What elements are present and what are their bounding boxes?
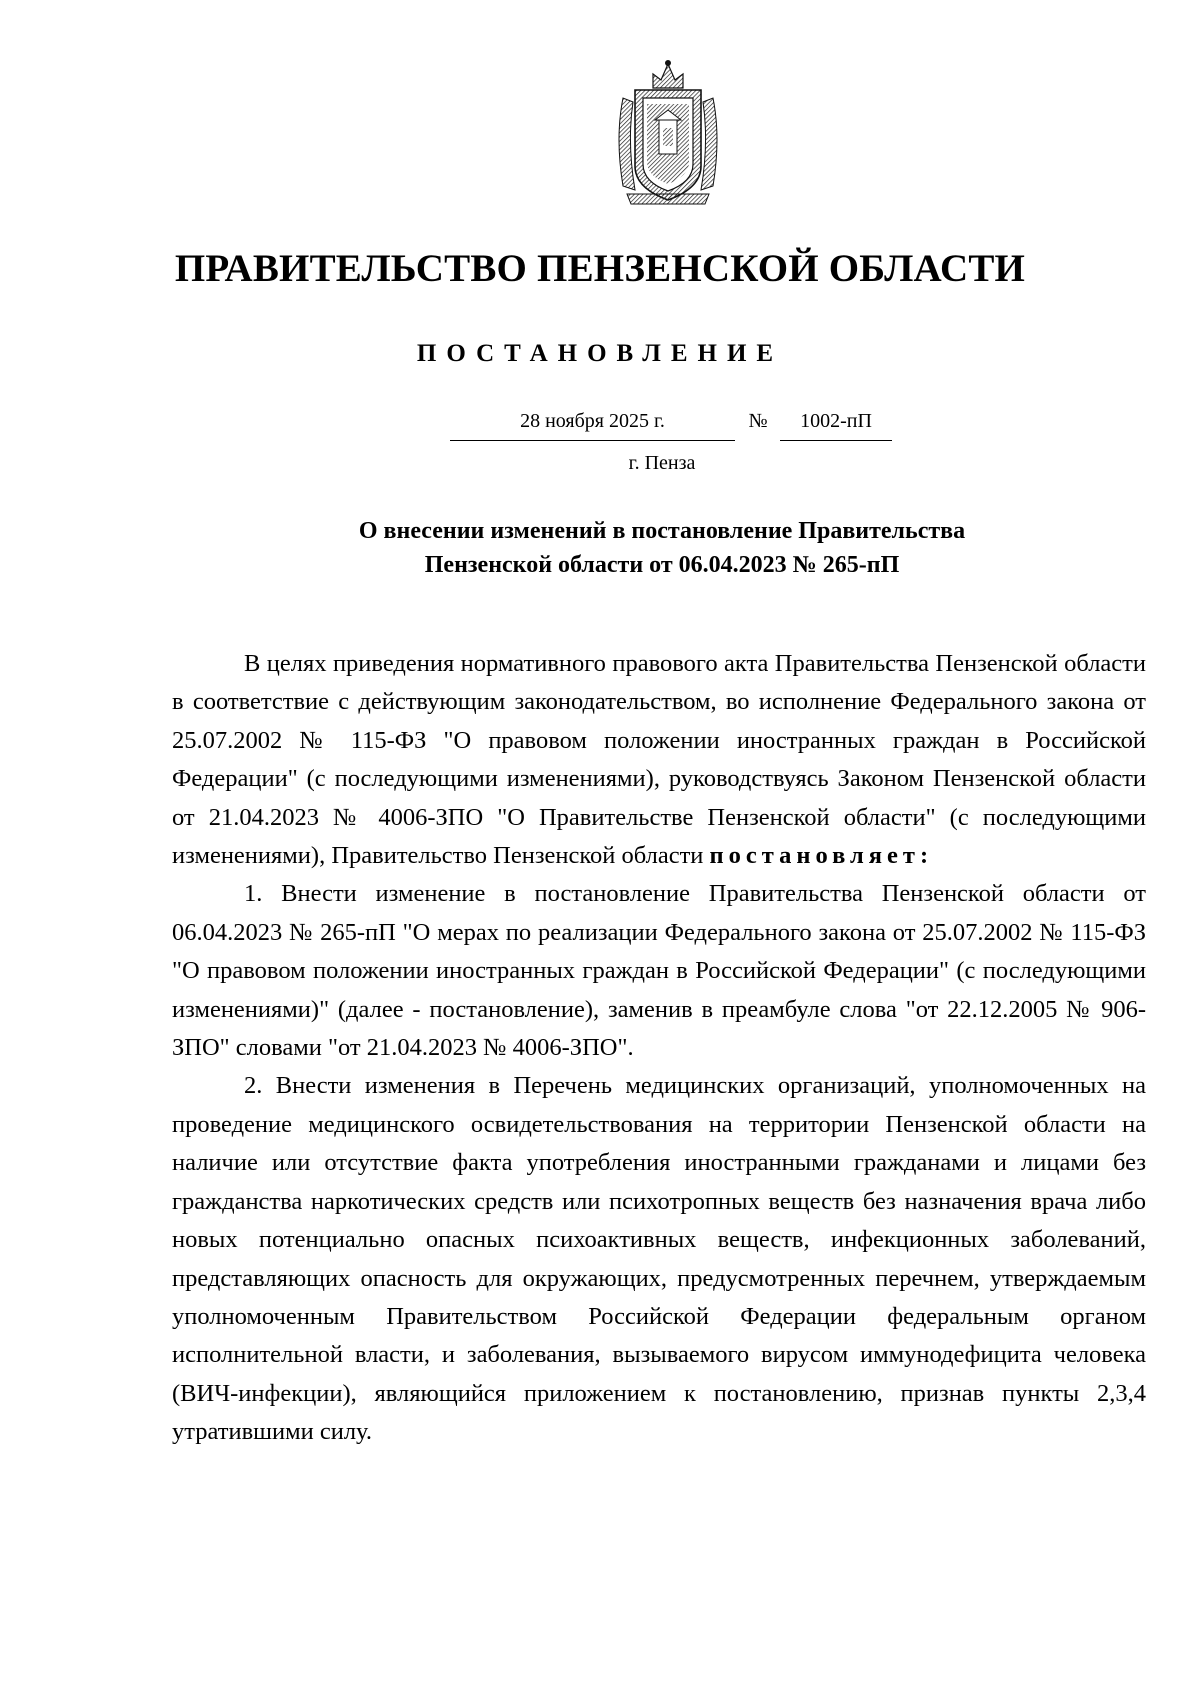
clause-2: 2. Внести изменения в Перечень медицинских организаций, уполномоченных на проведение медицинского освидетельствования на территории Пензенской области на наличие или отсутствие факта употребления иностранными гражданами и лицами без гражданства наркотических средств или психотропных веществ без назначения врача либо новых потенциально опасных психоактивных веществ, инфекционных заболеваний, представляющих опасность для окружающих, предусмотренных перечнем, утверждаемым уполномоченным Правительством Российской Федерации федеральным органом исполнительной власти, и заболевания, вызываемого вирусом иммунодефицита человека (ВИЧ-инфекции), являющийся приложением к постановлению, признав пункты 2,3,4 утратившими силу. xyxy=(172,1072,1146,1446)
coat-of-arms-emblem xyxy=(609,58,727,208)
clause-1: 1. Внести изменение в постановление Правительства Пензенской области от 06.04.2023 № 265-пП "О мерах по реализации Федерального закона от 25.07.2002 № 115-ФЗ "О правовом положении иностранных граждан в Российской Федерации" (с последующими изменениями)" (далее - постановление), заменив в преамбуле слова "от 22.12.2005 № 906-ЗПО" словами "от 21.04.2023 № 4006-ЗПО". xyxy=(172,880,1146,1062)
number-sign: № xyxy=(748,410,768,432)
preamble-text: В целях приведения нормативного правового акта Правительства Пензенской области в соответствие с действующим законодательством, во исполнение Федерального закона от 25.07.2002 № 115-ФЗ "О правовом положении иностранных граждан в Российской Федерации" (с последующими изменениями), руководствуясь Законом Пензенской области от 21.04.2023 № 4006-ЗПО "О Правительстве Пензенской области" (с последующими изменениями), Правительство Пензенской области xyxy=(172,650,1146,870)
subject-line-2: Пензенской области от 06.04.2023 № 265-пП xyxy=(424,552,900,578)
decree-word: постановляет: xyxy=(709,842,934,870)
subject-line-1: О внесении изменений в постановление Правительства xyxy=(358,518,966,544)
document-subject xyxy=(220,514,1104,582)
city: г. Пенза xyxy=(628,452,696,474)
document-type: ПОСТАНОВЛЕНИЕ xyxy=(416,340,784,367)
document-body xyxy=(172,645,1146,1452)
government-title: ПРАВИТЕЛЬСТВО ПЕНЗЕНСКОЙ ОБЛАСТИ xyxy=(174,247,1026,290)
preamble-paragraph xyxy=(172,645,1146,875)
document-date: 28 ноября 2025 г. xyxy=(450,410,735,441)
document-number: 1002-пП xyxy=(780,410,892,441)
